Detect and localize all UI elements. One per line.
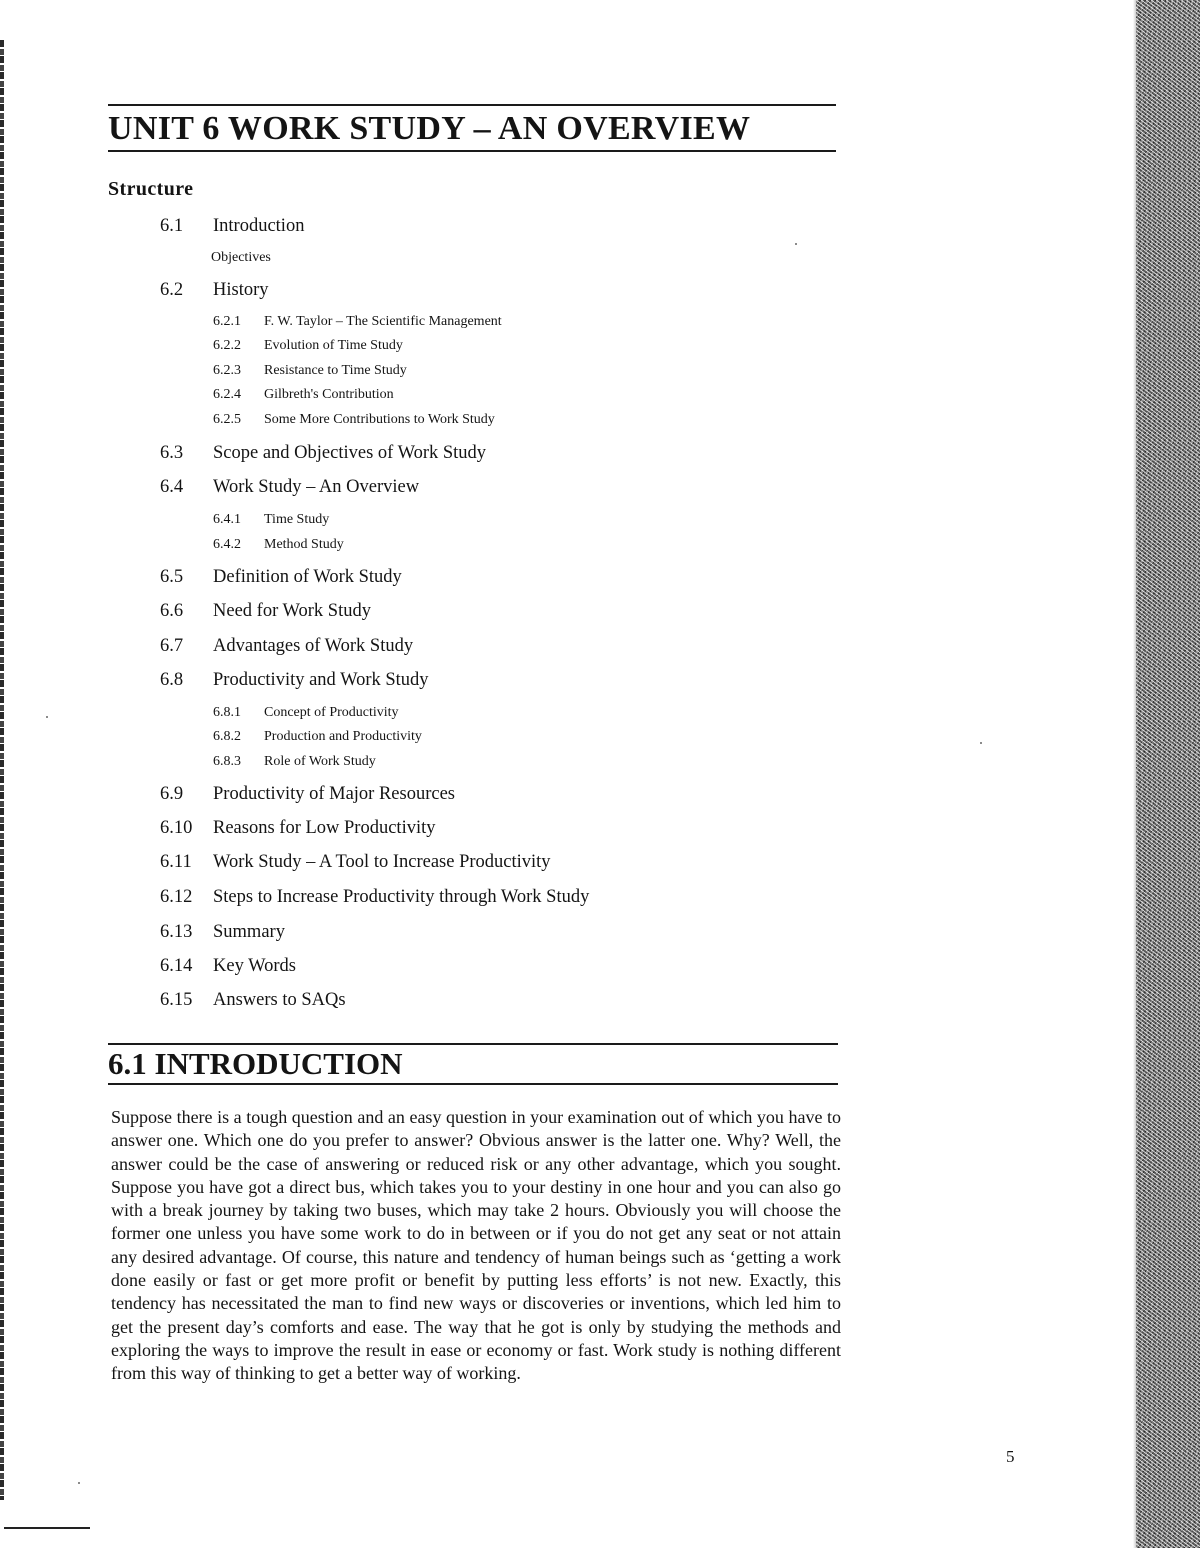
toc-entry-title: Definition of Work Study <box>213 567 402 587</box>
toc-subentry-title: F. W. Taylor – The Scientific Management <box>264 314 502 329</box>
toc-entry-title: Work Study – A Tool to Increase Productivity <box>213 852 551 872</box>
scan-speck <box>795 243 797 245</box>
toc-subentry-title: Resistance to Time Study <box>264 363 407 378</box>
toc-subentry-number: 6.4.2 <box>213 537 241 552</box>
scan-speck <box>980 742 982 744</box>
unit-title: UNIT 6 WORK STUDY – AN OVERVIEW <box>108 110 751 147</box>
scan-speck <box>78 1482 80 1484</box>
toc-entry-title: Advantages of Work Study <box>213 636 414 656</box>
toc-entry-title: Scope and Objectives of Work Study <box>213 443 487 463</box>
toc-subentry-number: 6.2.1 <box>213 314 241 329</box>
toc-entry-title: Summary <box>213 922 285 942</box>
toc-subentry-number: 6.2.2 <box>213 338 241 353</box>
toc-entry-title: Productivity of Major Resources <box>213 784 455 804</box>
scan-left-edge <box>0 40 4 1500</box>
toc-entry-title: Answers to SAQs <box>213 990 346 1010</box>
title-top-rule <box>108 104 836 106</box>
toc-subentry-number: 6.8.2 <box>213 729 241 744</box>
toc-entry-number: 6.11 <box>160 852 192 872</box>
toc-subentry-number: 6.4.1 <box>213 512 241 527</box>
toc-entry-title: Key Words <box>213 956 296 976</box>
toc-entry-number: 6.7 <box>160 636 184 656</box>
toc-subentry-number: 6.8.1 <box>213 705 241 720</box>
toc-entry-number: 6.6 <box>160 601 184 621</box>
toc-entry-number: 6.15 <box>160 990 193 1010</box>
introduction-paragraph: Suppose there is a tough question and an easy question in your examination out of which you have to answer one. Which one do you prefer to answer? Obvious answer is the latter one. Why? Well, the answer could be the case of answering or reduced risk or any other advantage, which you sought. Suppose you have got a direct bus, which takes you to your destiny in one hour and you can also go with a break journey by taking two buses, which may take 2 hours. Obviously you will choose the former one unless you have some work to do in between or if you do not get any seat or not attain any desired advantage. Of course, this nature and tendency of human beings such as ‘getting a work done easily or fast or get more profit or benefit by putting less efforts’ is not new. Exactly, this tendency has necessitated the man to find new ways or discoveries or inventions, which led him to get the present day’s comforts and ease. The way that he got is only by studying the methods and exploring the ways to improve the result in ease or economy or fast. Work study is nothing different from this way of thinking to get a better way of working. <box>111 1107 841 1384</box>
toc-subentry-title: Concept of Productivity <box>264 705 399 720</box>
toc-subentry-title: Some More Contributions to Work Study <box>264 412 495 427</box>
toc-entry-number: 6.13 <box>160 922 193 942</box>
toc-entry-number: 6.3 <box>160 443 184 463</box>
toc-subentry-title: Role of Work Study <box>264 754 376 769</box>
toc-entry-number: 6.14 <box>160 956 193 976</box>
toc-subentry-number: 6.8.3 <box>213 754 241 769</box>
scan-binding-noise <box>1136 0 1200 1548</box>
toc-entry-number: 6.10 <box>160 818 193 838</box>
section-top-rule <box>108 1043 838 1045</box>
toc-entry-title: History <box>213 280 269 300</box>
toc-entry-number: 6.1 <box>160 216 184 236</box>
toc-entry-number: 6.5 <box>160 567 184 587</box>
section-title: 6.1 INTRODUCTION <box>108 1046 403 1081</box>
toc-entry-title: Work Study – An Overview <box>213 477 420 497</box>
toc-entry-note: Objectives <box>211 250 271 265</box>
toc-subentry-title: Evolution of Time Study <box>264 338 403 353</box>
toc-subentry-title: Gilbreth's Contribution <box>264 387 394 402</box>
toc-entry-number: 6.8 <box>160 670 184 690</box>
toc-subentry-number: 6.2.4 <box>213 387 241 402</box>
toc-subentry-title: Method Study <box>264 537 344 552</box>
toc-entry-number: 6.2 <box>160 280 184 300</box>
toc-entry-title: Need for Work Study <box>213 601 371 621</box>
toc-subentry-number: 6.2.3 <box>213 363 241 378</box>
structure-heading: Structure <box>108 178 194 200</box>
toc-entry-number: 6.4 <box>160 477 184 497</box>
toc-subentry-number: 6.2.5 <box>213 412 241 427</box>
toc-entry-title: Introduction <box>213 216 305 236</box>
scan-left-bottom-edge <box>4 1527 90 1529</box>
title-bottom-rule <box>108 150 836 152</box>
scan-speck <box>46 716 48 718</box>
toc-entry-number: 6.12 <box>160 887 193 907</box>
toc-entry-number: 6.9 <box>160 784 184 804</box>
page-number: 5 <box>1006 1447 1015 1466</box>
toc-subentry-title: Time Study <box>264 512 330 527</box>
toc-entry-title: Reasons for Low Productivity <box>213 818 436 838</box>
section-bottom-rule <box>108 1083 838 1085</box>
toc-entry-title: Steps to Increase Productivity through Work Study <box>213 887 590 907</box>
toc-subentry-title: Production and Productivity <box>264 729 422 744</box>
toc-entry-title: Productivity and Work Study <box>213 670 429 690</box>
